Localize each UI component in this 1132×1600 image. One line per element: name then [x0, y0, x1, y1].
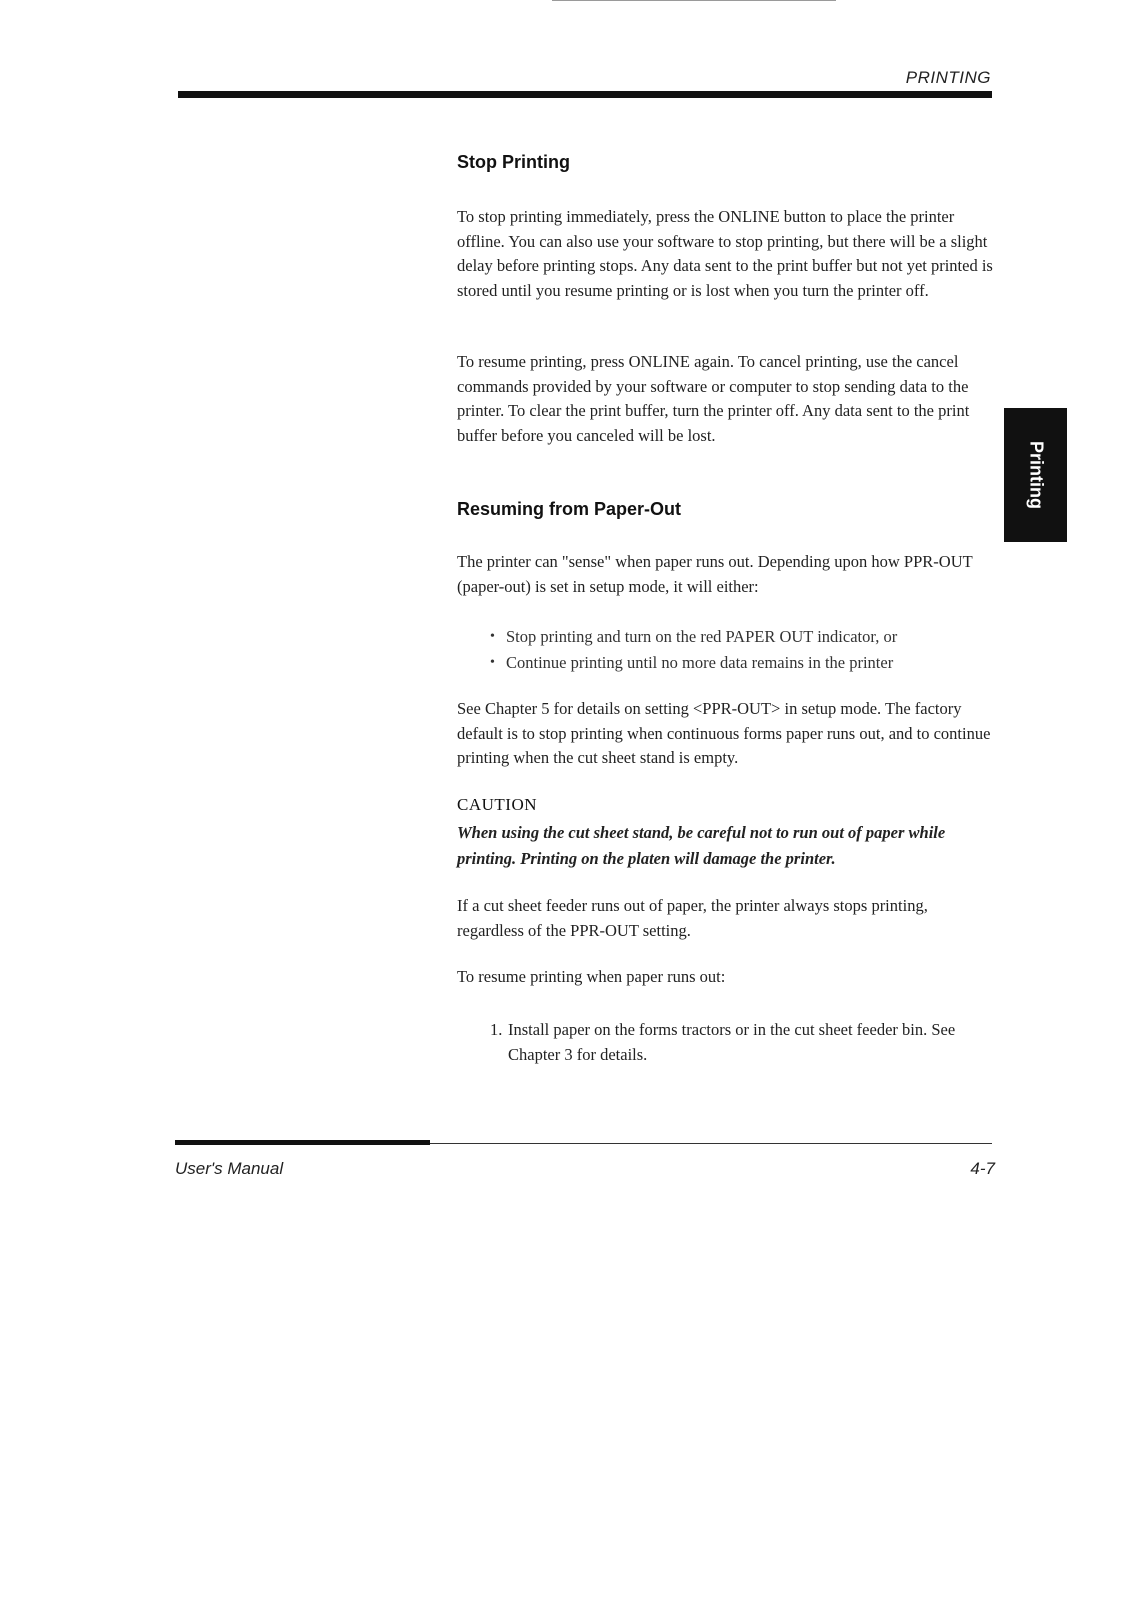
- list-item: [490, 1017, 1003, 1067]
- bullet-icon: •: [490, 629, 495, 644]
- page-number: 4-7: [970, 1159, 995, 1178]
- chapter-tab-label: Printing: [1026, 441, 1046, 509]
- scan-edge-line: [552, 0, 836, 1]
- caution-text: When using the cut sheet stand, be careful not to run out of paper while printing. Printing on the platen will damage the printer.: [457, 823, 946, 868]
- header-rule: [178, 91, 992, 98]
- list-item: [490, 650, 897, 676]
- list-item-text: Continue printing until no more data remains in the printer: [506, 653, 894, 672]
- list-item-text: Stop printing and turn on the red PAPER OUT indicator, or: [506, 627, 898, 646]
- footer-rule-thick: [175, 1140, 430, 1145]
- caution-heading: CAUTION: [457, 795, 537, 814]
- bullet-icon: •: [490, 655, 495, 670]
- paper-out-options-list: [490, 624, 897, 676]
- paragraph-chapter-reference: See Chapter 5 for details on setting <PPR-OUT> in setup mode. The factory default is to stop printing when continuous forms paper runs out, and to continue printing when the cut sheet stand is empty.: [457, 699, 991, 767]
- section-heading-stop-printing: Stop Printing: [457, 152, 570, 172]
- footer-rule-thin: [430, 1143, 992, 1144]
- paragraph-paper-sense: The printer can "sense" when paper runs out. Depending upon how PPR-OUT (paper-out) is set in setup mode, it will either:: [457, 552, 973, 596]
- resume-steps-list: [490, 1017, 1003, 1067]
- chapter-thumb-tab: [1004, 408, 1067, 542]
- list-item: [490, 624, 897, 650]
- paragraph-resume-printing: To resume printing, press ONLINE again. To cancel printing, use the cancel commands provided by your software or computer to stop sending data to the printer. To clear the print buffer, turn the printer off. Any data sent to the print buffer before you canceled will be lost.: [457, 352, 970, 445]
- paragraph-stop-printing: To stop printing immediately, press the ONLINE button to place the printer offline. You can also use your software to stop printing, but there will be a slight delay before printing stops. Any data sent to the print buffer but not yet printed is stored until you resume printing or is lost when you turn the printer off.: [457, 207, 993, 300]
- paragraph-resume-intro: To resume printing when paper runs out:: [457, 967, 726, 986]
- paragraph-feeder-note: If a cut sheet feeder runs out of paper, the printer always stops printing, regardless of the PPR-OUT setting.: [457, 896, 928, 940]
- footer-manual-title: User's Manual: [175, 1159, 284, 1178]
- step-number: 1.: [490, 1020, 503, 1039]
- running-head: PRINTING: [905, 68, 991, 87]
- section-heading-paper-out: Resuming from Paper-Out: [457, 499, 682, 519]
- step-text: Install paper on the forms tractors or in the cut sheet feeder bin. See Chapter 3 for details.: [508, 1020, 956, 1064]
